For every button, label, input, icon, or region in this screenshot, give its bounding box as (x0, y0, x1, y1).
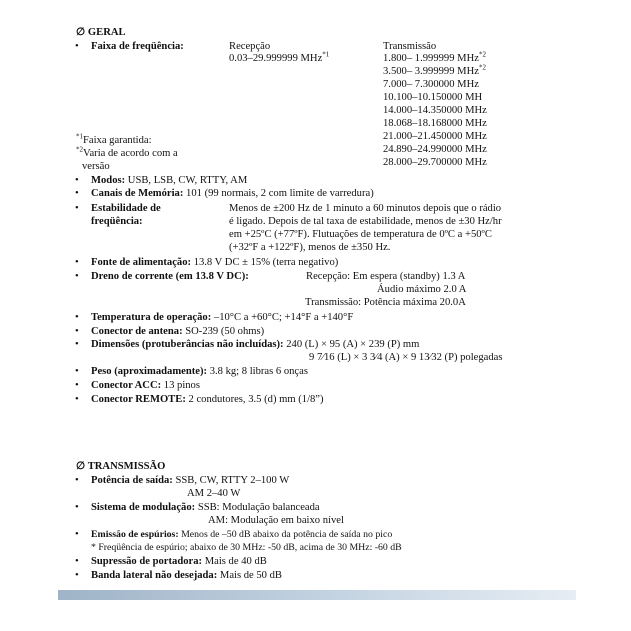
stability-label-b: freqüência: (91, 216, 143, 227)
stability-line-1: é ligado. Depois de tal taxa de estabilidade, menos de ±30 Hz/hr (229, 216, 502, 227)
spec-weight: Peso (aproximadamente): 3.8 kg; 8 libras 6 onças (91, 366, 308, 377)
footnote-2: $^{*2}$Varia de acordo com a (76, 145, 178, 159)
spec-spurious: Emissão de espúrios: Menos de –50 dB abaixo da potência de saída no pico (91, 529, 393, 540)
spec-dimensions: Dimensões (protuberâncias não incluídas): 240 (L) × 95 (A) × 239 (P) mm (91, 339, 420, 350)
tx-range-4: 14.000–14.350000 MHz (383, 105, 487, 116)
freq-label: Faixa de freqüência: (91, 41, 184, 52)
bullet (75, 326, 85, 339)
bullet (75, 203, 85, 216)
spurious-note: * Freqüência de espúrio; abaixo de 30 MHz: -50 dB, acima de 30 MHz: -60 dB (91, 542, 402, 553)
tx-range-0: 1.800– 1.999999 MHz$^{*2}$ (383, 50, 486, 64)
bullet (75, 188, 85, 201)
tx-range-5: 18.068–18.168000 MHz (383, 118, 487, 129)
bullet (75, 175, 85, 188)
spec-modes: Modos: USB, LSB, CW, RTTY, AM (91, 175, 248, 186)
stability-line-0: Menos de ±200 Hz de 1 minuto a 60 minutos depois que o rádio (229, 203, 502, 214)
current-tx: Transmissão: Potência máxima 20.0A (305, 297, 466, 308)
bullet (75, 570, 85, 583)
tx-range-7: 24.890–24.990000 MHz (383, 144, 487, 155)
bullet (75, 475, 85, 488)
tx-range-8: 28.000–29.700000 MHz (383, 157, 487, 168)
section-title: TRANSMISSÃO (87, 461, 166, 472)
tx-range-3: 10.100–10.150000 MH (383, 92, 483, 103)
bullet (75, 502, 85, 515)
current-label: Dreno de corrente (em 13.8 V DC): (91, 271, 249, 282)
bullet (75, 394, 85, 407)
spec-temperature: Temperatura de operação: –10°C a +60°C; +14°F a +140°F (91, 312, 354, 323)
footnote-2-cont: versão (82, 161, 110, 172)
spec-antenna: Conector de antena: SO-239 (50 ohms) (91, 326, 265, 337)
bullet (75, 529, 85, 542)
bullet (75, 380, 85, 393)
dimensions-imperial: 9 7⁄16 (L) × 3 3⁄4 (A) × 9 13⁄32 (P) polegadas (309, 352, 503, 363)
tx-range-2: 7.000– 7.300000 MHz (383, 79, 479, 90)
stability-line-2: em +25ºC (+77ºF). Flutuações de temperatura de 0ºC a +50ºC (229, 229, 492, 240)
tx-range-6: 21.000–21.450000 MHz (383, 131, 487, 142)
spec-remote: Conector REMOTE: 2 condutores, 3.5 (d) mm (1/8”) (91, 394, 324, 405)
rx-header: Recepção (229, 41, 271, 52)
current-rx: Recepção: Em espera (standby) 1.3 A (306, 271, 466, 282)
section-title: GERAL (87, 27, 126, 38)
bullet (75, 339, 85, 352)
spec-carrier: Supressão de portadora: Mais de 40 dB (91, 556, 267, 567)
spec-output: Potência de saída: SSB, CW, RTTY 2–100 W (91, 475, 290, 486)
section-heading-transmissao (76, 461, 165, 474)
tx-header: Transmissão (383, 41, 437, 52)
bullet (75, 257, 85, 270)
tx-range-1: 3.500– 3.999999 MHz$^{*2}$ (383, 63, 486, 77)
modulation-am: AM: Modulação em baixo nível (208, 515, 344, 526)
stability-line-3: (+32ºF a +122ºF), menos de ±350 Hz. (229, 242, 391, 253)
spec-power-supply: Fonte de alimentação: 13.8 V DC ± 15% (terra negativo) (91, 257, 339, 268)
rx-range: 0.03–29.999999 MHz$^{*1}$ (229, 50, 330, 64)
section-symbol: ∅ (76, 461, 86, 472)
stability-label-a: Estabilidade de (91, 203, 161, 214)
bullet (75, 556, 85, 569)
footnote-1: $^{*1}$Faixa garantida: (76, 132, 152, 146)
current-audio: Áudio máximo 2.0 A (377, 284, 467, 295)
spec-memory: Canais de Memória: 101 (99 normais, 2 com limite de varredura) (91, 188, 374, 199)
spec-modulation: Sistema de modulação: SSB: Modulação balanceada (91, 502, 320, 513)
section-heading-geral (76, 27, 126, 40)
output-am: AM 2–40 W (187, 488, 241, 499)
bullet (75, 41, 85, 54)
spec-acc: Conector ACC: 13 pinos (91, 380, 200, 391)
section-symbol: ∅ (76, 27, 86, 38)
bullet (75, 271, 85, 284)
bullet (75, 312, 85, 325)
footer-bar (58, 590, 576, 600)
bullet (75, 366, 85, 379)
spec-sideband: Banda lateral não desejada: Mais de 50 dB (91, 570, 282, 581)
